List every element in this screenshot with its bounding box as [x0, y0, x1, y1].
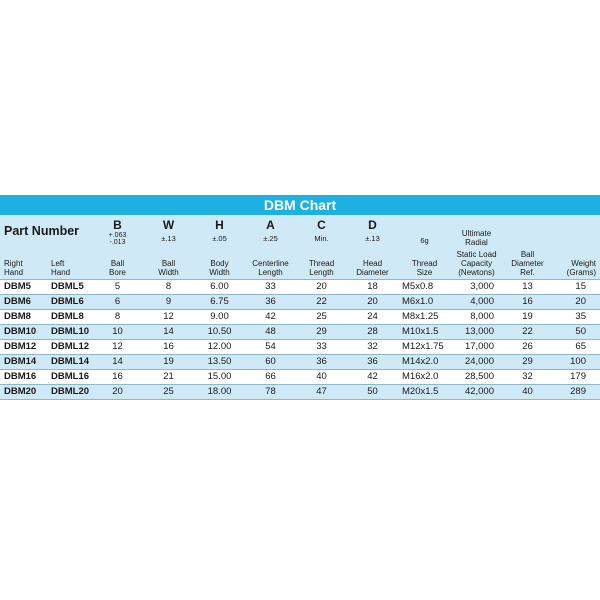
thread-size-value: M20x1.5 [398, 385, 451, 400]
ball-bore-value: 8 [92, 310, 143, 325]
ultimate-radial-heading [451, 215, 502, 247]
heading-line: Length [309, 268, 334, 277]
heading-line: Capacity [460, 259, 493, 268]
weight-heading [553, 247, 600, 280]
thread-class: 6g [420, 236, 429, 245]
right-hand-part: DBM14 [0, 355, 47, 370]
table-row [0, 370, 600, 385]
table-row [0, 340, 600, 355]
header-code-row [0, 215, 600, 247]
thread-size-value: M16x2.0 [398, 370, 451, 385]
code-letter: A [266, 218, 275, 232]
heading-line: Body [210, 259, 229, 268]
heading-line: Bore [109, 268, 126, 277]
ball-width-value: 14 [143, 325, 194, 340]
heading-line: Thread [308, 259, 335, 268]
body-width-value: 6.00 [210, 281, 229, 292]
ball-width-value: 21 [143, 370, 194, 385]
heading-line: Ball [110, 259, 125, 268]
head-diameter-value: 50 [347, 385, 398, 400]
heading-line: Weight [571, 259, 596, 268]
thread-length-heading [296, 247, 347, 280]
heading-line: Right [4, 259, 23, 268]
head-diameter-value: 42 [347, 370, 398, 385]
heading-line: Length [258, 268, 283, 277]
body-width-value: 12.00 [194, 340, 245, 355]
heading-line: Head [362, 259, 383, 268]
tolerance: ±.25 [263, 234, 278, 243]
body-width-value: 10.50 [194, 325, 245, 340]
table-row [0, 325, 600, 340]
capacity-heading [451, 247, 502, 280]
code-d [347, 215, 398, 247]
thread-length-value: 22 [296, 295, 347, 310]
capacity-value: 4,000 [451, 295, 502, 310]
ball-bore-value: 20 [92, 385, 143, 400]
body-width-heading [194, 247, 245, 280]
heading-line: Ball [520, 250, 535, 259]
centerline-length-value: 42 [245, 310, 296, 325]
ball-diameter-value: 29 [502, 355, 553, 370]
right-hand-part: DBM20 [0, 385, 47, 400]
centerline-length-value: 66 [245, 370, 296, 385]
weight-value: 289 [553, 385, 600, 400]
tolerance: ±.05 [212, 234, 227, 243]
left-hand-part: DBML10 [47, 325, 92, 340]
thread-length-value: 36 [296, 355, 347, 370]
ball-diameter-value: 16 [502, 295, 553, 310]
ball-diameter-value: 40 [502, 385, 553, 400]
ball-width-heading [143, 247, 194, 280]
table-row [0, 355, 600, 370]
head-diameter-value: 36 [347, 355, 398, 370]
heading-line: Diameter [356, 268, 389, 277]
left-hand-part: DBML5 [51, 281, 84, 292]
head-diameter-value: 24 [347, 310, 398, 325]
capacity-value: 17,000 [451, 340, 502, 355]
table-row [0, 295, 600, 310]
thread-size-value: M6x1.0 [398, 295, 451, 310]
ball-width-value: 16 [143, 340, 194, 355]
capacity-value: 13,000 [451, 325, 502, 340]
centerline-length-value: 36 [245, 295, 296, 310]
left-hand-part: DBML16 [47, 370, 92, 385]
thread-size-value: M12x1.75 [398, 340, 451, 355]
table-row [0, 385, 600, 400]
weight-value: 35 [553, 310, 600, 325]
code-letter: H [215, 218, 224, 232]
ball-bore-heading [92, 247, 143, 280]
ball-width-value: 25 [143, 385, 194, 400]
centerline-length-value: 33 [265, 281, 276, 292]
thread-size-value: M5x0.8 [402, 281, 434, 292]
head-diameter-value: 28 [347, 325, 398, 340]
body-width-value: 13.50 [194, 355, 245, 370]
ball-bore-value: 16 [92, 370, 143, 385]
weight-value: 65 [553, 340, 600, 355]
right-hand-part: DBM6 [0, 295, 47, 310]
ball-width-value: 12 [143, 310, 194, 325]
left-hand-part: DBML20 [47, 385, 92, 400]
right-hand-part: DBM5 [4, 281, 31, 292]
body-width-value: 15.00 [194, 370, 245, 385]
right-hand-heading [0, 247, 47, 280]
table-body [0, 280, 600, 400]
weight-value: 100 [553, 355, 600, 370]
heading-line: Radial [465, 238, 488, 247]
thread-size-value: M14x2.0 [398, 355, 451, 370]
tolerance-minus: -.013 [109, 239, 126, 246]
head-diameter-value: 20 [347, 295, 398, 310]
weight-value: 50 [553, 325, 600, 340]
ball-bore-value: 6 [92, 295, 143, 310]
ball-bore-value: 5 [114, 281, 121, 292]
code-letter: C [317, 218, 326, 232]
code-w [143, 215, 194, 247]
table-row [0, 280, 600, 295]
heading-line: (Newtons) [458, 268, 495, 277]
heading-line: Ultimate [461, 229, 492, 238]
centerline-length-value: 48 [245, 325, 296, 340]
body-width-value: 9.00 [194, 310, 245, 325]
thread-length-value: 20 [316, 281, 327, 292]
head-diameter-value: 32 [347, 340, 398, 355]
thread-length-value: 29 [296, 325, 347, 340]
left-hand-part: DBML8 [47, 310, 92, 325]
chart-title: DBM Chart [0, 195, 600, 215]
right-hand-part: DBM8 [0, 310, 47, 325]
right-hand-part: DBM16 [0, 370, 47, 385]
left-hand-part: DBML6 [47, 295, 92, 310]
thread-length-value: 25 [296, 310, 347, 325]
ball-width-value: 8 [165, 281, 172, 292]
thread-size-value: M10x1.5 [398, 325, 451, 340]
ball-diameter-heading [502, 247, 553, 280]
ball-diameter-value: 19 [502, 310, 553, 325]
heading-line: Hand [4, 268, 24, 277]
weight-value: 20 [553, 295, 600, 310]
ball-width-value: 9 [143, 295, 194, 310]
capacity-value: 3,000 [470, 281, 494, 292]
body-width-value: 18.00 [194, 385, 245, 400]
left-hand-heading [47, 247, 92, 280]
capacity-value: 24,000 [451, 355, 502, 370]
code-letter: B [113, 218, 122, 232]
part-number-heading: Part Number [4, 224, 80, 238]
code-letter: D [368, 218, 377, 232]
heading-line: Centerline [252, 259, 289, 268]
heading-line: Width [209, 268, 230, 277]
heading-line: Left [51, 259, 65, 268]
head-diameter-value: 18 [367, 281, 378, 292]
ball-diameter-value: 13 [522, 281, 533, 292]
header-name-row [0, 247, 600, 280]
right-hand-part: DBM10 [0, 325, 47, 340]
weight-value: 15 [575, 281, 586, 292]
thread-length-value: 47 [296, 385, 347, 400]
right-hand-part: DBM12 [0, 340, 47, 355]
capacity-value: 42,000 [451, 385, 502, 400]
heading-line: Hand [51, 268, 71, 277]
ball-bore-value: 10 [92, 325, 143, 340]
tolerance: ±.13 [365, 234, 380, 243]
ball-diameter-value: 32 [502, 370, 553, 385]
heading-line: Static Load [456, 250, 497, 259]
body-width-value: 6.75 [194, 295, 245, 310]
code-h [194, 215, 245, 247]
thread-length-value: 33 [296, 340, 347, 355]
ball-width-value: 19 [143, 355, 194, 370]
heading-line: Diameter [511, 259, 544, 268]
weight-value: 179 [553, 370, 600, 385]
code-b [92, 215, 143, 247]
ball-bore-value: 12 [92, 340, 143, 355]
dbm-chart [0, 195, 600, 400]
head-diameter-heading [347, 247, 398, 280]
heading-line: Width [158, 268, 179, 277]
heading-line: Thread [411, 259, 438, 268]
ball-diameter-value: 22 [502, 325, 553, 340]
tolerance: Min. [314, 234, 329, 243]
left-hand-part: DBML14 [47, 355, 92, 370]
thread-size-value: M8x1.25 [398, 310, 451, 325]
ball-bore-value: 14 [92, 355, 143, 370]
thread-length-value: 40 [296, 370, 347, 385]
tolerance: ±.13 [161, 234, 176, 243]
centerline-length-heading [245, 247, 296, 280]
capacity-value: 8,000 [451, 310, 502, 325]
tolerance-plus: +.063 [108, 232, 127, 239]
code-letter: W [162, 218, 175, 232]
heading-line: Size [416, 268, 433, 277]
code-c [296, 215, 347, 247]
centerline-length-value: 78 [245, 385, 296, 400]
table-row [0, 310, 600, 325]
heading-line: Ref. [520, 268, 535, 277]
code-a [245, 215, 296, 247]
centerline-length-value: 54 [245, 340, 296, 355]
heading-line: Ball [161, 259, 176, 268]
heading-line: (Grams) [566, 268, 596, 277]
left-hand-part: DBML12 [47, 340, 92, 355]
centerline-length-value: 60 [245, 355, 296, 370]
capacity-value: 28,500 [451, 370, 502, 385]
spec-table [0, 215, 600, 400]
thread-size-heading [398, 247, 451, 280]
ball-diameter-value: 26 [502, 340, 553, 355]
